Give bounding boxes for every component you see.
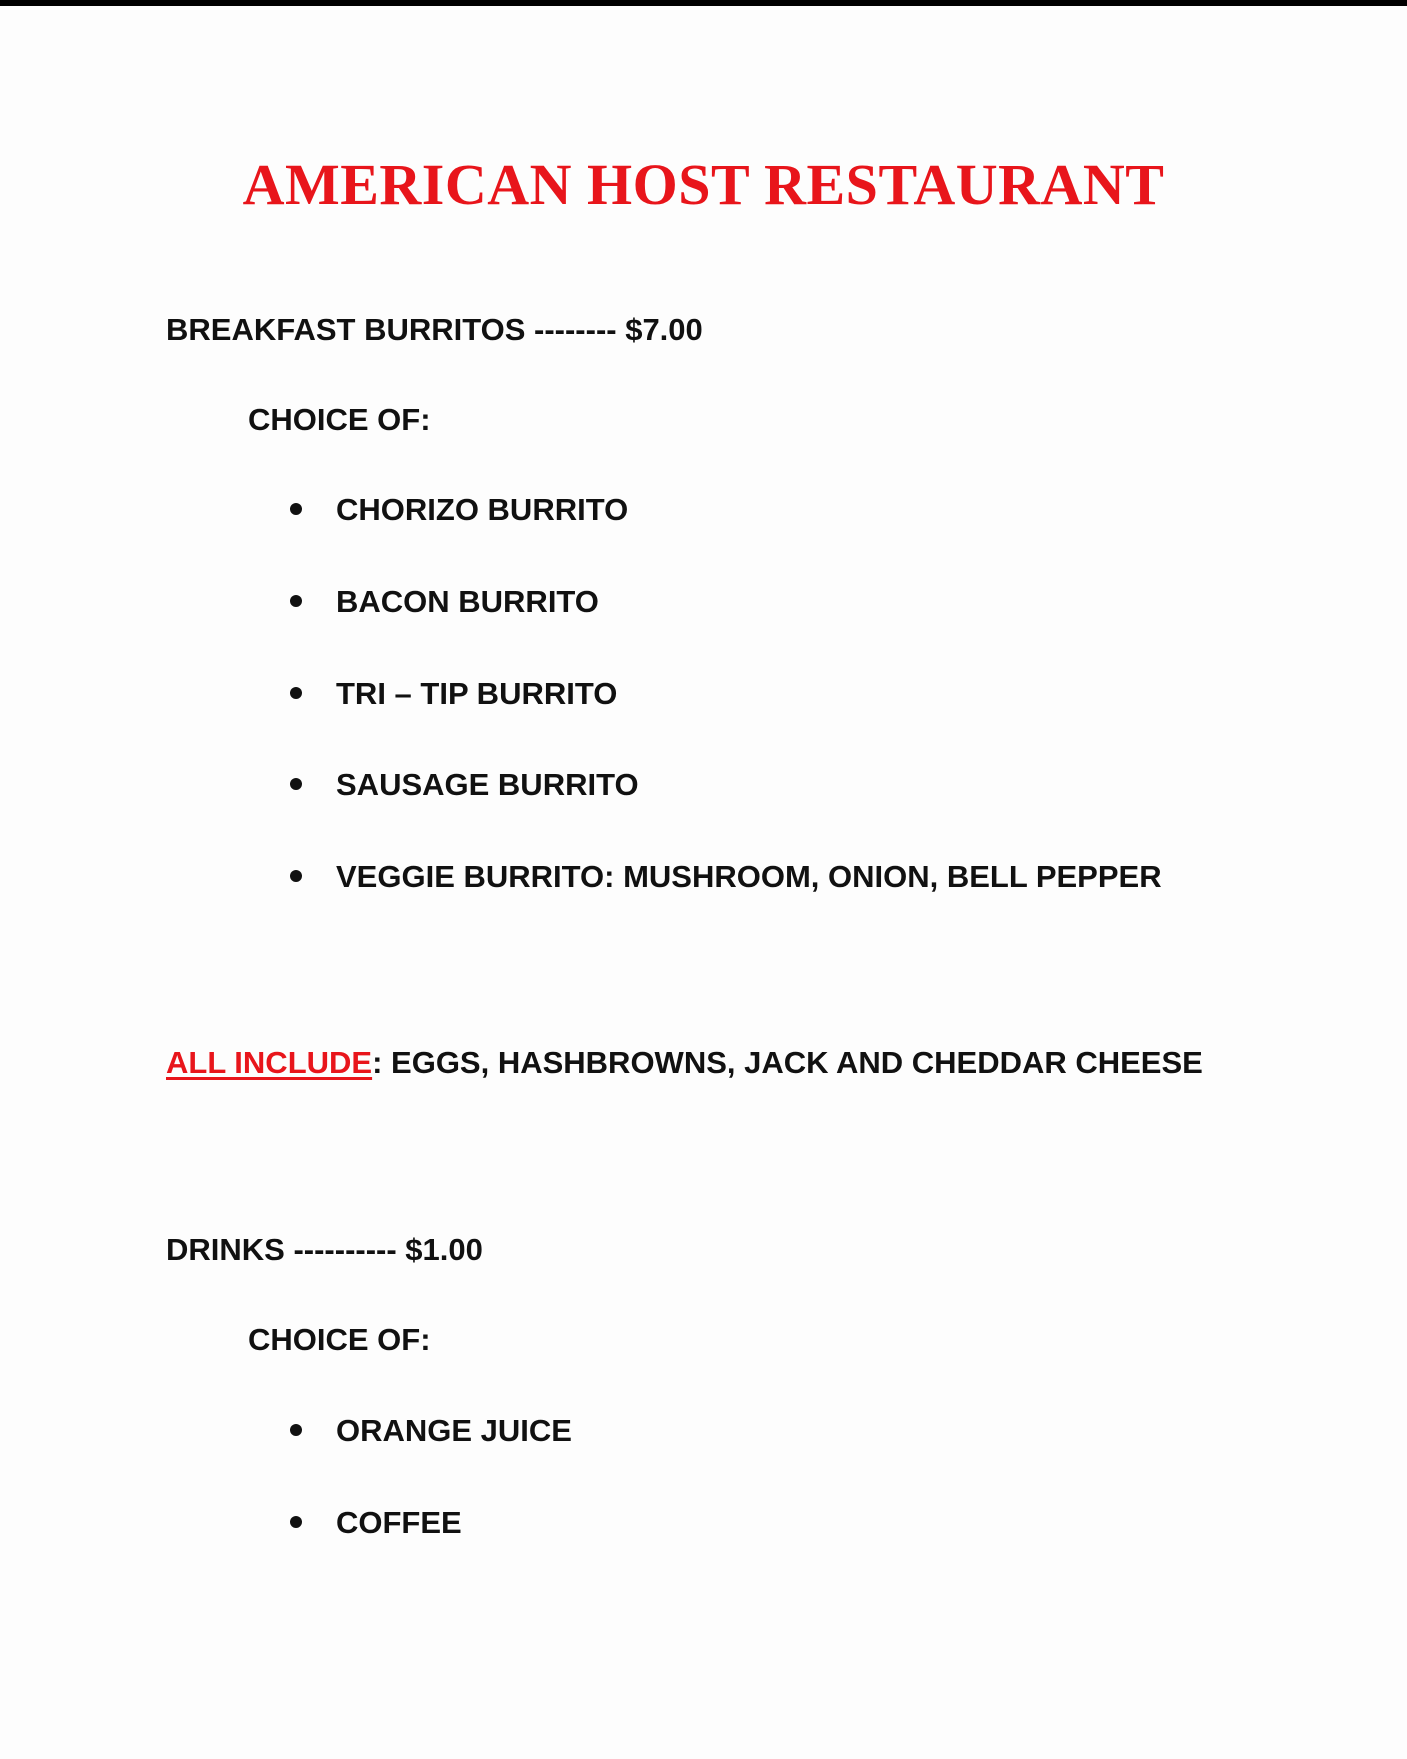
- drinks-heading: DRINKS ---------- $1.00: [166, 1232, 483, 1267]
- list-item-label: ORANGE JUICE: [336, 1413, 572, 1448]
- list-item: [290, 1411, 572, 1451]
- bullet-icon: [290, 595, 302, 607]
- drinks-choice-label: CHOICE OF:: [248, 1322, 431, 1357]
- list-item: [290, 582, 599, 622]
- list-item-label: BACON BURRITO: [336, 584, 599, 619]
- bullet-icon: [290, 870, 302, 882]
- breakfast-choice-label: CHOICE OF:: [248, 402, 431, 437]
- all-include-line: [166, 1043, 1203, 1083]
- list-item: [290, 857, 1162, 897]
- bullet-icon: [290, 1424, 302, 1436]
- bullet-icon: [290, 687, 302, 699]
- breakfast-burritos-heading: BREAKFAST BURRITOS -------- $7.00: [166, 312, 703, 347]
- bullet-icon: [290, 1516, 302, 1528]
- bullet-icon: [290, 778, 302, 790]
- all-include-label: ALL INCLUDE: [166, 1045, 373, 1080]
- restaurant-title: AMERICAN HOST RESTAURANT: [242, 152, 1165, 217]
- list-item-label: SAUSAGE BURRITO: [336, 767, 639, 802]
- list-item-label: CHORIZO BURRITO: [336, 492, 629, 527]
- list-item: [290, 765, 639, 805]
- list-item-label: TRI – TIP BURRITO: [336, 676, 618, 711]
- list-item-label: COFFEE: [336, 1505, 462, 1540]
- top-border: [0, 0, 1407, 6]
- bullet-icon: [290, 503, 302, 515]
- list-item-label: VEGGIE BURRITO: MUSHROOM, ONION, BELL PEPPER: [336, 859, 1162, 894]
- list-item: [290, 1503, 462, 1543]
- all-include-text: : EGGS, HASHBROWNS, JACK AND CHEDDAR CHEESE: [372, 1045, 1203, 1080]
- list-item: [290, 674, 617, 714]
- list-item: [290, 490, 628, 530]
